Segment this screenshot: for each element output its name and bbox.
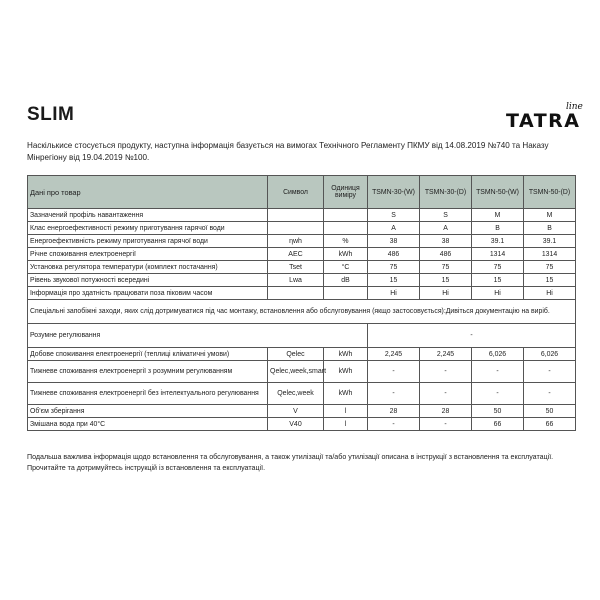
param-label: Рівень звукової потужності всередині <box>28 274 268 287</box>
value-cell: - <box>524 361 576 383</box>
table-row <box>28 209 576 222</box>
table-row-special-measures <box>28 300 576 324</box>
header-model-tsmn-30-d: TSMN-30-(D) <box>420 176 472 209</box>
param-symbol: V40 <box>268 418 324 431</box>
value-cell: 39.1 <box>472 235 524 248</box>
param-label: Клас енергоефективності режиму приготування гарячої води <box>28 222 268 235</box>
header-unit: Одиниця виміру <box>324 176 368 209</box>
param-symbol <box>268 222 324 235</box>
value-cell: - <box>472 383 524 405</box>
value-cell: B <box>472 222 524 235</box>
value-cell: 15 <box>368 274 420 287</box>
footer-note: Подальша важлива інформація щодо встановлення та обслуговування, а також утилізації та/або утилізації описана в інструкції з встановлення та експлуатації. Прочитайте та дотримуйтесь інструкцій із встановлення та експлуатації. <box>27 453 554 472</box>
special-measures-text: Спеціальні запобіжні заходи, яких слід дотримуватися під час монтажу, встановлення або обслуговування (якщо застосовується):Дивіться документацію на виріб. <box>28 300 576 324</box>
value-cell: - <box>472 361 524 383</box>
value-cell: 2,245 <box>420 348 472 361</box>
header-model-tsmn-50-w: TSMN-50-(W) <box>472 176 524 209</box>
param-unit: kWh <box>324 383 368 405</box>
value-cell: 2,245 <box>368 348 420 361</box>
param-symbol: AEC <box>268 248 324 261</box>
value-cell: - <box>368 361 420 383</box>
param-unit: % <box>324 235 368 248</box>
param-label: Тижневе споживання електроенергії без інтелектуального регулювання <box>28 383 268 405</box>
value-cell: 486 <box>420 248 472 261</box>
table-row <box>28 261 576 274</box>
value-cell: A <box>420 222 472 235</box>
param-symbol: V <box>268 405 324 418</box>
value-cell: 50 <box>524 405 576 418</box>
value-cell: A <box>368 222 420 235</box>
table-row <box>28 361 576 383</box>
param-label: Зазначений профіль навантаження <box>28 209 268 222</box>
value-cell: - <box>420 383 472 405</box>
param-label: Добове споживання електроенергії (теплиці кліматичні умови) <box>28 348 268 361</box>
value-cell: S <box>368 209 420 222</box>
value-cell: M <box>524 209 576 222</box>
param-label: Установка регулятора температури (комплект постачання) <box>28 261 268 274</box>
table-row-smart-regulation <box>28 324 576 348</box>
header-product-data: Дані про товар <box>28 176 268 209</box>
value-cell: 75 <box>368 261 420 274</box>
value-cell: M <box>472 209 524 222</box>
param-unit: kWh <box>324 248 368 261</box>
value-cell: 15 <box>524 274 576 287</box>
value-cell: 38 <box>420 235 472 248</box>
param-symbol: Qelec,week <box>268 383 324 405</box>
table-row <box>28 418 576 431</box>
value-cell: 75 <box>524 261 576 274</box>
param-unit: dB <box>324 274 368 287</box>
intro-text: Наскількисе стосується продукту, наступна інформація базується на вимогах Технічного Регламенту ПКМУ від 14.08.2019 №740 та Наказу Мінрегіону від 19.04.2019 №100. <box>27 141 549 162</box>
value-cell: Hi <box>368 287 420 300</box>
value-cell: 66 <box>472 418 524 431</box>
param-symbol <box>268 287 324 300</box>
table-row <box>28 235 576 248</box>
param-symbol: Tset <box>268 261 324 274</box>
param-unit: l <box>324 405 368 418</box>
param-symbol: Qelec,week,smart <box>268 361 324 383</box>
value-cell: 1314 <box>524 248 576 261</box>
param-label: Інформація про здатність працювати поза піковим часом <box>28 287 268 300</box>
table-row <box>28 222 576 235</box>
value-cell: Hi <box>472 287 524 300</box>
value-cell: 75 <box>472 261 524 274</box>
brand-logo <box>506 102 586 132</box>
param-unit <box>324 222 368 235</box>
header-model-tsmn-50-d: TSMN-50-(D) <box>524 176 576 209</box>
param-unit <box>324 209 368 222</box>
value-cell: 6,026 <box>472 348 524 361</box>
value-cell: - <box>368 418 420 431</box>
table-row <box>28 383 576 405</box>
table-row <box>28 348 576 361</box>
value-cell: 15 <box>420 274 472 287</box>
value-cell: - <box>420 361 472 383</box>
brand-name: TATRA <box>506 110 581 132</box>
param-symbol: ηwh <box>268 235 324 248</box>
param-unit: kWh <box>324 361 368 383</box>
table-header-row <box>28 176 576 209</box>
value-cell: 75 <box>420 261 472 274</box>
value-cell: Hi <box>420 287 472 300</box>
param-label: Змішана вода при 40°C <box>28 418 268 431</box>
value-cell: B <box>524 222 576 235</box>
table-row <box>28 287 576 300</box>
value-cell: 28 <box>420 405 472 418</box>
value-cell: - <box>524 383 576 405</box>
value-cell: 1314 <box>472 248 524 261</box>
value-cell: - <box>368 324 576 348</box>
value-cell: 28 <box>368 405 420 418</box>
value-cell: 66 <box>524 418 576 431</box>
param-unit: °C <box>324 261 368 274</box>
value-cell: 486 <box>368 248 420 261</box>
param-label: Енергоефективність режиму приготування гарячої води <box>28 235 268 248</box>
param-unit: kWh <box>324 348 368 361</box>
param-label: Об'єм зберігання <box>28 405 268 418</box>
value-cell: S <box>420 209 472 222</box>
value-cell: - <box>420 418 472 431</box>
param-unit: l <box>324 418 368 431</box>
table-row <box>28 405 576 418</box>
value-cell: 15 <box>472 274 524 287</box>
param-symbol <box>268 209 324 222</box>
param-label: Розумне регулювання <box>28 324 368 348</box>
header-symbol: Символ <box>268 176 324 209</box>
param-label: Тижневе споживання електроенергії з розумним регулюванням <box>28 361 268 383</box>
param-symbol: Qelec <box>268 348 324 361</box>
brand-subline: line <box>566 102 583 112</box>
page-title: SLIM <box>27 104 75 125</box>
table-row <box>28 248 576 261</box>
param-unit <box>324 287 368 300</box>
value-cell: Hi <box>524 287 576 300</box>
value-cell: 39.1 <box>524 235 576 248</box>
header-model-tsmn-30-w: TSMN-30-(W) <box>368 176 420 209</box>
value-cell: 6,026 <box>524 348 576 361</box>
table-row <box>28 274 576 287</box>
param-label: Річне споживання електроенергії <box>28 248 268 261</box>
param-symbol: Lwa <box>268 274 324 287</box>
value-cell: 38 <box>368 235 420 248</box>
product-data-table <box>27 175 576 431</box>
value-cell: - <box>368 383 420 405</box>
value-cell: 50 <box>472 405 524 418</box>
